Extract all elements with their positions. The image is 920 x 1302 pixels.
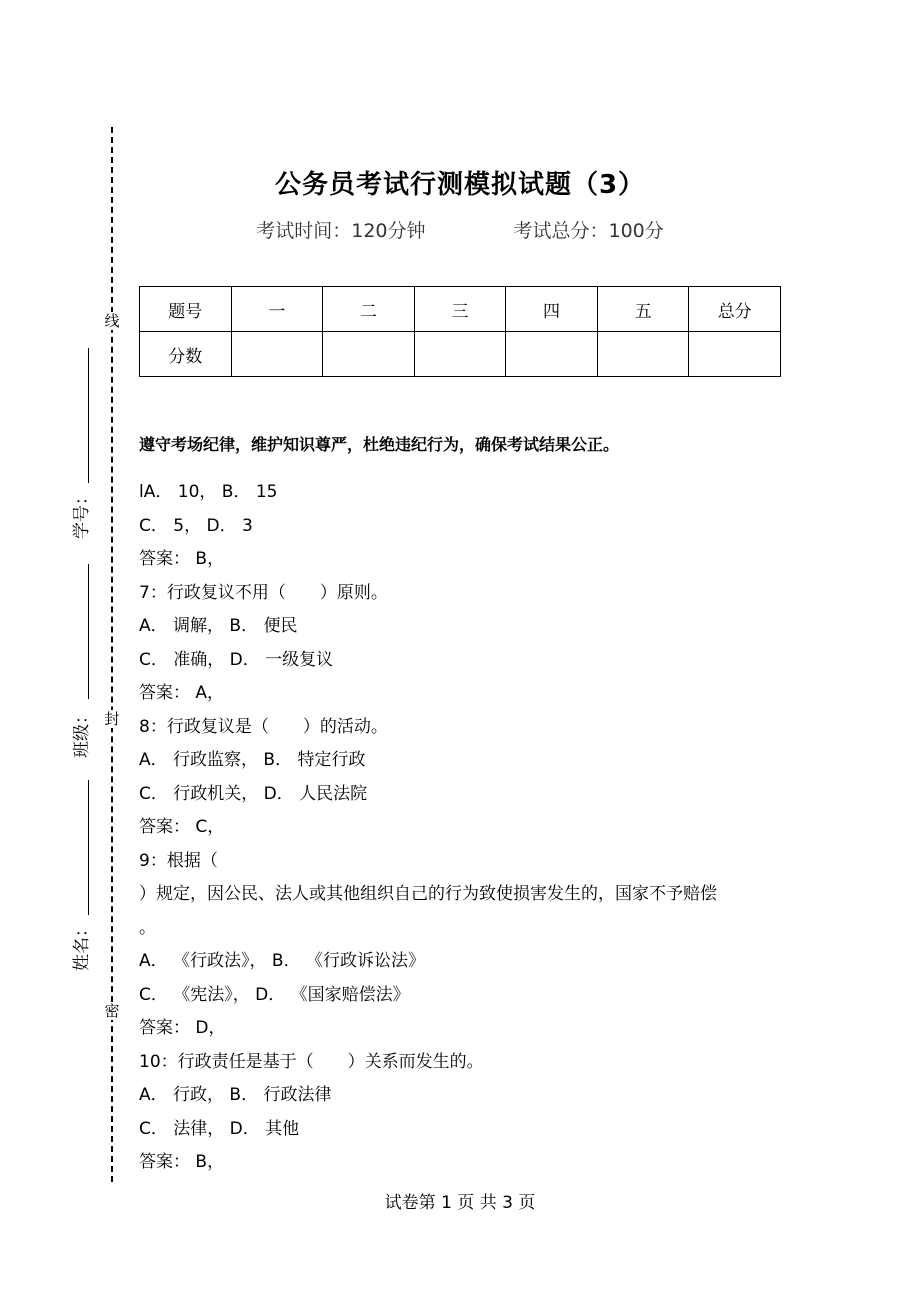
content-line: C． 法律， D． 其他 — [139, 1118, 300, 1139]
header-cell-3: 三 — [414, 287, 506, 332]
header-cell-5: 五 — [597, 287, 689, 332]
content-line: ）规定，因公民、法人或其他组织自己的行为致使损害发生的，国家不予赔偿 — [139, 884, 717, 904]
binding-dashed-line — [111, 127, 113, 1182]
question-content — [139, 476, 779, 1180]
student-id-label: 学号： — [71, 487, 92, 539]
header-cell-2: 二 — [323, 287, 415, 332]
score-cell-3[interactable] — [414, 332, 506, 377]
class-label: 班级： — [71, 706, 92, 758]
content-line: A． 行政监察， B． 特定行政 — [139, 750, 366, 770]
student-id-underline — [88, 348, 89, 483]
binding-mark-mi: 密 — [104, 1002, 120, 1020]
score-cell-5[interactable] — [597, 332, 689, 377]
binding-mark-feng: 封 — [104, 710, 120, 728]
score-cell-4[interactable] — [506, 332, 598, 377]
content-line: C． 行政机关， D． 人民法院 — [139, 783, 368, 804]
content-line: C． 《宪法》， D． 《国家赔偿法》 — [139, 984, 410, 1005]
header-cell-total: 总分 — [689, 287, 781, 332]
header-cell-4: 四 — [506, 287, 598, 332]
name-underline — [88, 780, 89, 915]
page-footer: 试卷第 1 页 共 3 页 — [384, 1193, 536, 1213]
score-table-header-row — [140, 287, 781, 332]
content-line: A． 调解， B． 便民 — [139, 616, 298, 636]
content-line: A． 《行政法》， B． 《行政诉讼法》 — [139, 951, 426, 971]
binding-mark-xian: 线 — [104, 312, 120, 330]
content-line: 答案： A， — [139, 683, 225, 703]
content-line: 10：行政责任是基于（ ）关系而发生的。 — [139, 1051, 484, 1072]
score-cell-2[interactable] — [323, 332, 415, 377]
exam-info — [0, 216, 920, 243]
score-row-label: 分数 — [140, 332, 232, 377]
score-table-score-row — [140, 332, 781, 377]
content-line: 7：行政复议不用（ ）原则。 — [139, 582, 388, 603]
content-line: C． 5， D． 3 — [139, 515, 253, 536]
score-table — [139, 286, 781, 377]
content-line: 答案： D， — [139, 1018, 226, 1038]
content-line: 。 — [139, 917, 156, 938]
exam-total: 考试总分：100分 — [513, 220, 664, 242]
content-line: 答案： B， — [139, 1152, 225, 1172]
content-line: A． 行政， B． 行政法律 — [139, 1085, 332, 1105]
header-cell-1: 一 — [231, 287, 323, 332]
score-cell-total[interactable] — [689, 332, 781, 377]
name-label: 姓名： — [71, 919, 92, 971]
content-line: 答案： B， — [139, 549, 225, 569]
exam-time: 考试时间：120分钟 — [256, 220, 426, 242]
exam-notice: 遵守考场纪律，维护知识尊严，杜绝违纪行为，确保考试结果公正。 — [139, 435, 620, 454]
content-line: 9：根据（ — [139, 850, 218, 871]
header-cell-question: 题号 — [140, 287, 232, 332]
content-line: 8：行政复议是（ ）的活动。 — [139, 716, 388, 737]
content-line: C． 准确， D． 一级复议 — [139, 649, 334, 670]
score-cell-1[interactable] — [231, 332, 323, 377]
content-line: 答案： C， — [139, 817, 225, 837]
content-line: lA． 10， B． 15 — [139, 482, 278, 502]
page-title: 公务员考试行测模拟试题（3） — [274, 170, 646, 200]
class-underline — [88, 564, 89, 699]
